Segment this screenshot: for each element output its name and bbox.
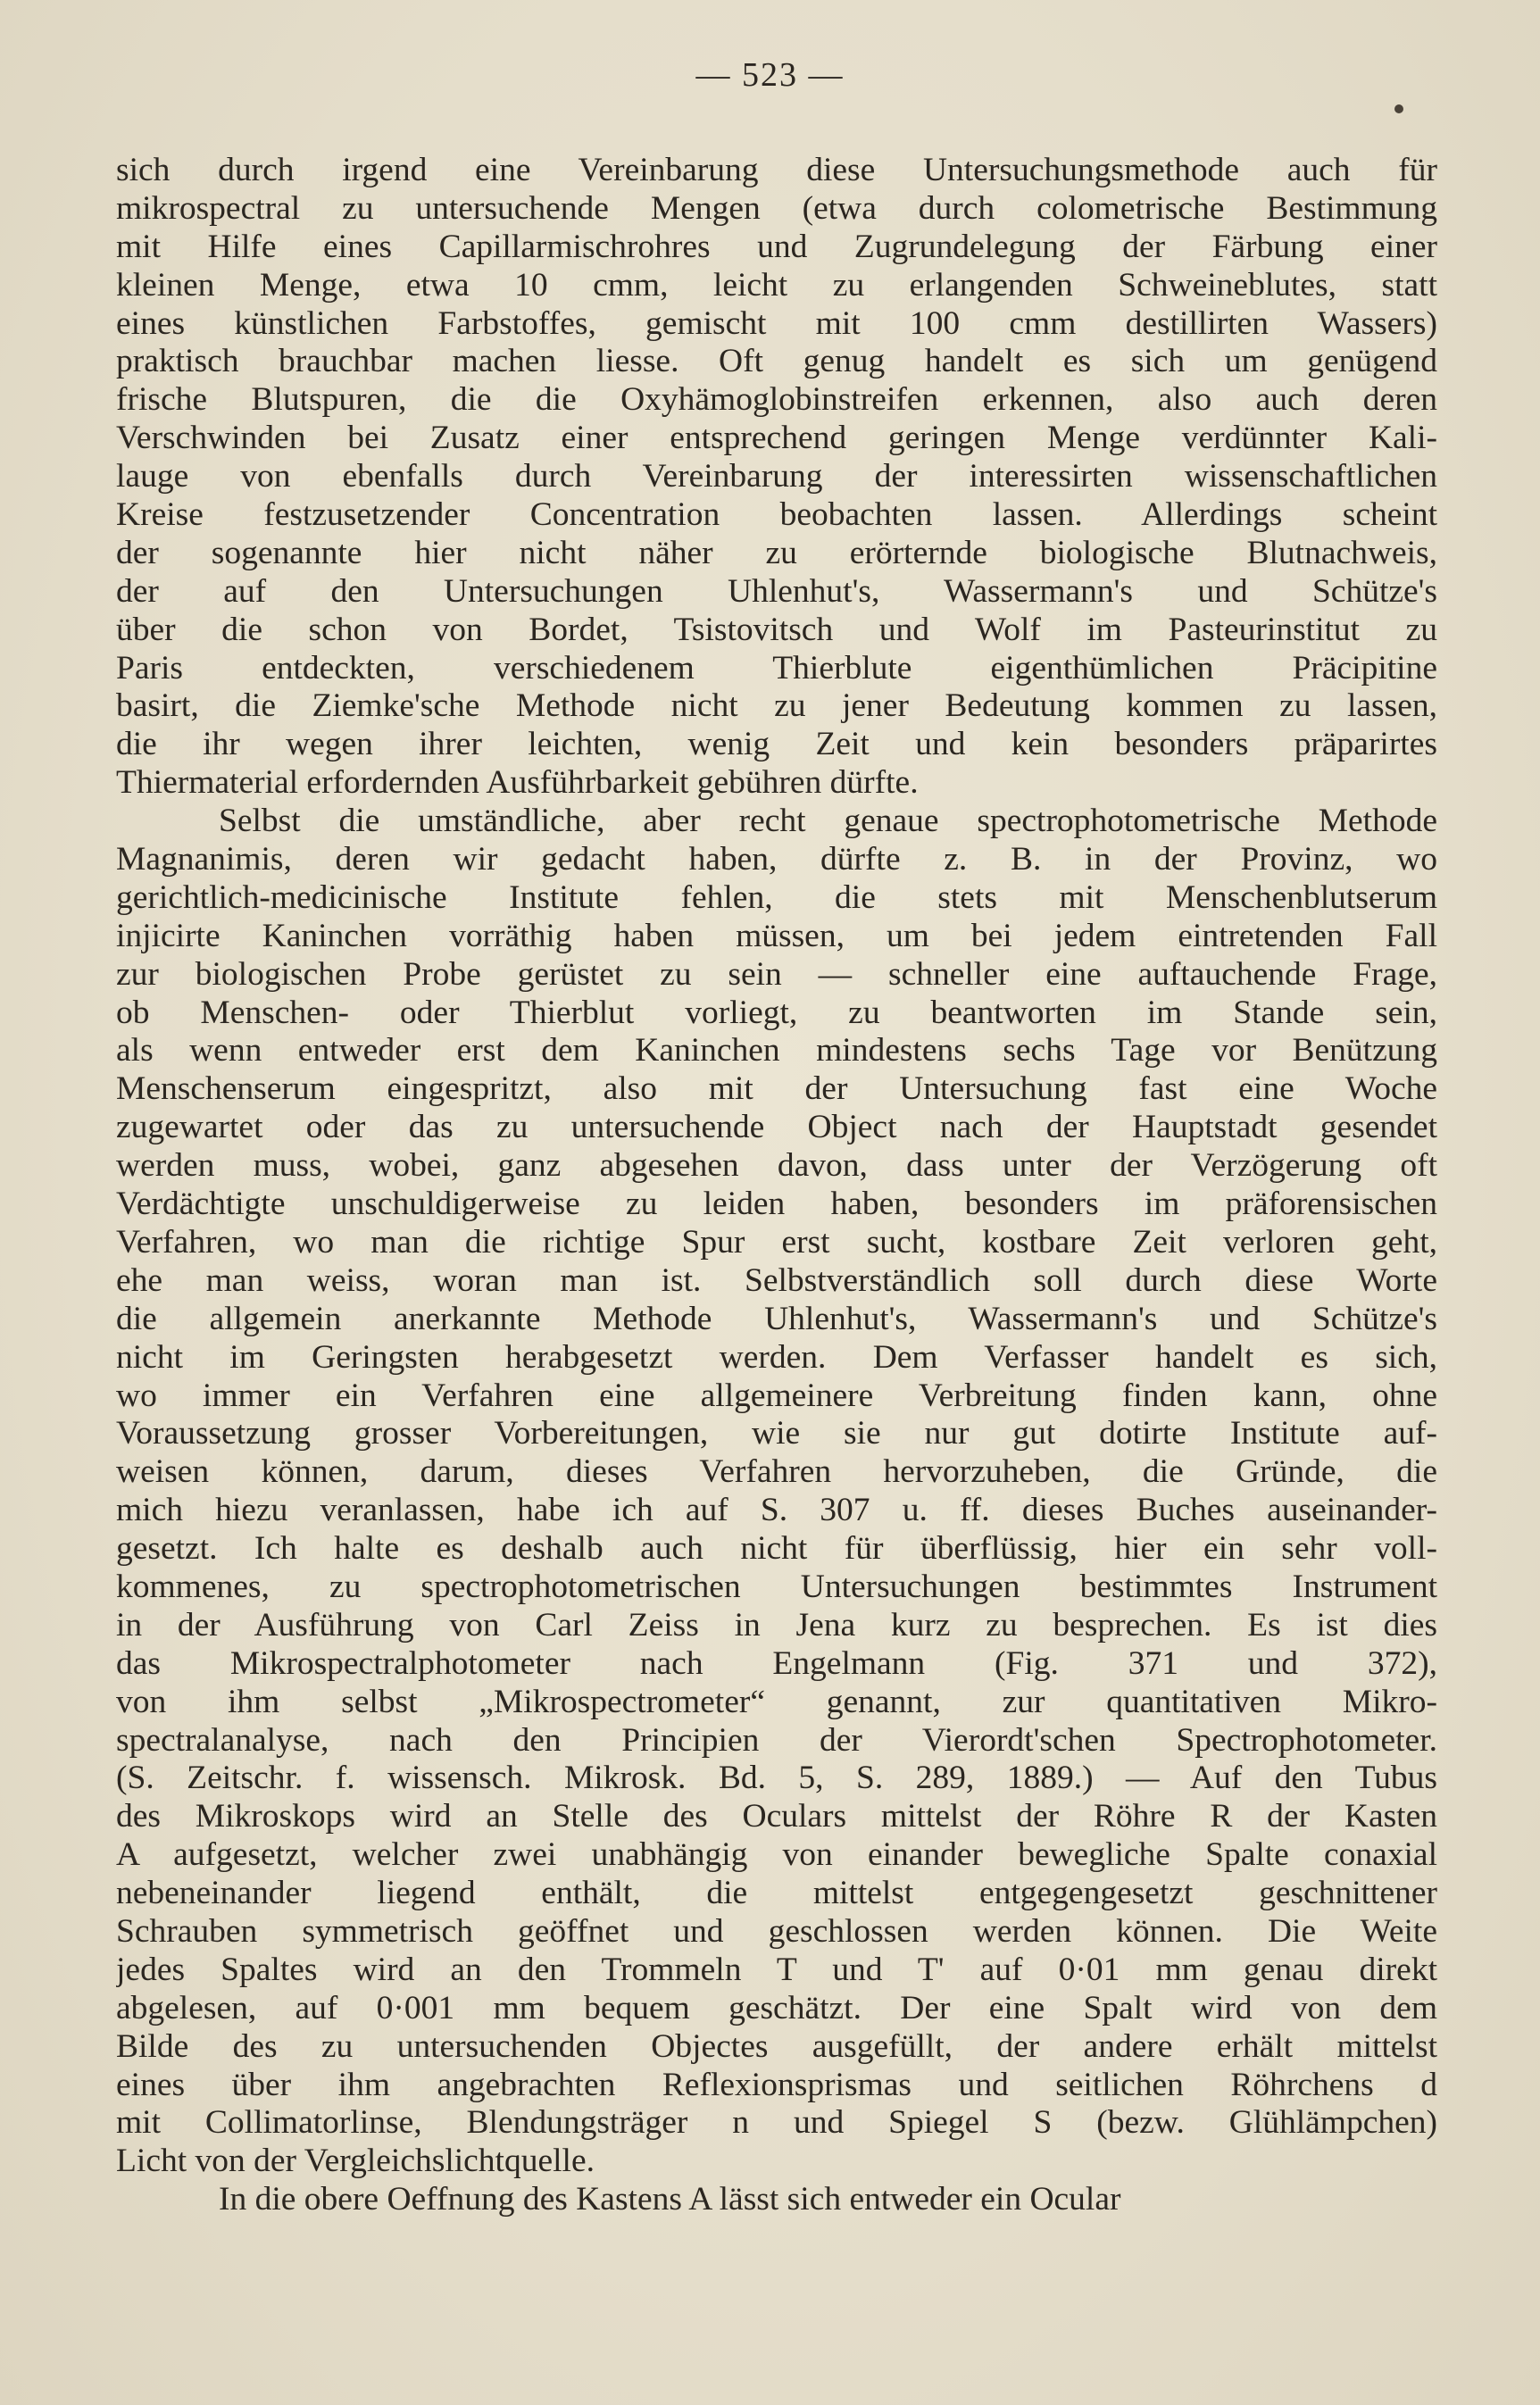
text-line: die allgemein anerkannte Methode Uhlenhut's, Wassermann's und Schütze's — [116, 1300, 1437, 1337]
text-line: Voraussetzung grosser Vorbereitungen, wie sie nur gut dotirte Institute auf- — [116, 1415, 1437, 1452]
text-line: Verdächtigte unschuldigerweise zu leiden haben, besonders im präforensischen — [116, 1186, 1437, 1223]
text-line: der auf den Untersuchungen Uhlenhut's, Wassermann's und Schütze's — [116, 572, 1437, 610]
text-line: mit Hilfe eines Capillarmischrohres und Zugrundelegung der Färbung einer — [116, 228, 1437, 265]
text-line: eines über ihm angebrachten Reflexionsprismas und seitlichen Röhrchens d — [116, 2066, 1437, 2103]
text-line: Menschenserum eingespritzt, also mit der Untersuchung fast eine Woche — [116, 1070, 1437, 1108]
text-line: abgelesen, auf 0·001 mm bequem geschätzt. Der eine Spalt wird von dem — [116, 1989, 1437, 2026]
text-line: der sogenannte hier nicht näher zu erörternde biologische Blutnachweis, — [116, 534, 1437, 571]
text-line: über die schon von Bordet, Tsistovitsch und Wolf im Pasteurinstitut zu — [116, 611, 1437, 648]
text-line: das Mikrospectralphotometer nach Engelmann (Fig. 371 und 372), — [116, 1644, 1437, 1682]
text-line: Selbst die umständliche, aber recht genaue spectrophotometrische Methode — [219, 803, 1437, 840]
text-line: kleinen Menge, etwa 10 cmm, leicht zu erlangenden Schweineblutes, statt — [116, 266, 1437, 304]
text-line: ob Menschen- oder Thierblut vorliegt, zu beantworten im Stande sein, — [116, 994, 1437, 1031]
ink-speck — [1394, 104, 1403, 113]
text-line: nicht im Geringsten herabgesetzt werden. Dem Verfasser handelt es sich, — [116, 1338, 1437, 1376]
text-line: spectralanalyse, nach den Principien der Vierordt'schen Spectrophotometer. — [116, 1721, 1437, 1759]
text-line: ehe man weiss, woran man ist. Selbstverständlich soll durch diese Worte — [116, 1261, 1437, 1299]
text-line: Paris entdeckten, verschiedenem Thierblute eigenthümlichen Präcipitine — [116, 649, 1437, 687]
text-line: als wenn entweder erst dem Kaninchen mindestens sechs Tage vor Benützung — [116, 1032, 1437, 1069]
text-line: des Mikroskops wird an Stelle des Oculars mittelst der Röhre R der Kasten — [116, 1798, 1437, 1835]
text-line: Licht von der Vergleichslichtquelle. — [116, 2143, 595, 2180]
text-line: Verfahren, wo man die richtige Spur erst sucht, kostbare Zeit verloren geht, — [116, 1223, 1437, 1261]
text-line: weisen können, darum, dieses Verfahren hervorzuheben, die Gründe, die — [116, 1453, 1437, 1491]
text-line: zugewartet oder das zu untersuchende Object nach der Hauptstadt gesendet — [116, 1109, 1437, 1146]
text-line: (S. Zeitschr. f. wissensch. Mikrosk. Bd. 5, S. 289, 1889.) — Auf den Tubus — [116, 1760, 1437, 1797]
text-line: A aufgesetzt, welcher zwei unabhängig von einander bewegliche Spalte conaxial — [116, 1836, 1437, 1874]
text-line: basirt, die Ziemke'sche Methode nicht zu jener Bedeutung kommen zu lassen, — [116, 687, 1437, 725]
text-line: in der Ausführung von Carl Zeiss in Jena kurz zu besprechen. Es ist dies — [116, 1606, 1437, 1644]
text-line: werden muss, wobei, ganz abgesehen davon, dass unter der Verzögerung oft — [116, 1147, 1437, 1185]
text-line: nebeneinander liegend enthält, die mittelst entgegengesetzt geschnittener — [116, 1875, 1437, 1912]
text-line: frische Blutspuren, die die Oxyhämoglobinstreifen erkennen, also auch deren — [116, 381, 1437, 419]
text-line: sich durch irgend eine Vereinbarung diese Untersuchungsmethode auch für — [116, 152, 1437, 188]
text-line: von ihm selbst „Mikrospectrometer“ genannt, zur quantitativen Mikro- — [116, 1683, 1437, 1720]
text-line: Kreise festzusetzender Concentration beobachten lassen. Allerdings scheint — [116, 496, 1437, 534]
text-line: eines künstlichen Farbstoffes, gemischt mit 100 cmm destillirten Wassers) — [116, 304, 1437, 342]
text-line: Bilde des zu untersuchenden Objectes ausgefüllt, der andere erhält mittelst — [116, 2027, 1437, 2065]
text-line: praktisch brauchbar machen liesse. Oft genug handelt es sich um genügend — [116, 343, 1437, 380]
text-line: mit Collimatorlinse, Blendungsträger n und Spiegel S (bezw. Glühlämpchen) — [116, 2104, 1437, 2142]
page-number: — 523 — — [695, 56, 845, 94]
text-line: gerichtlich-medicinische Institute fehlen, die stets mit Menschenblutserum — [116, 878, 1437, 916]
text-line: gesetzt. Ich halte es deshalb auch nicht für überflüssig, hier ein sehr voll- — [116, 1530, 1437, 1568]
text-line: die ihr wegen ihrer leichten, wenig Zeit und kein besonders präparirtes — [116, 726, 1437, 763]
text-line: wo immer ein Verfahren eine allgemeinere Verbreitung finden kann, ohne — [116, 1377, 1437, 1414]
text-line: Thiermaterial erfordernden Ausführbarkeit gebühren dürfte. — [116, 764, 919, 802]
text-line: Schrauben symmetrisch geöffnet und geschlossen werden können. Die Weite — [116, 1912, 1437, 1950]
text-line: mikrospectral zu untersuchende Mengen (etwa durch colometrische Bestimmung — [116, 189, 1437, 227]
text-line: zur biologischen Probe gerüstet zu sein — schneller eine auftauchende Frage, — [116, 955, 1437, 993]
text-line: In die obere Oeffnung des Kastens A lässt sich entweder ein Ocular — [219, 2181, 1121, 2218]
text-line: jedes Spaltes wird an den Trommeln T und T' auf 0·01 mm genau direkt — [116, 1951, 1437, 1988]
text-line: injicirte Kaninchen vorräthig haben müssen, um bei jedem eintretenden Fall — [116, 917, 1437, 954]
text-line: mich hiezu veranlassen, habe ich auf S. 307 u. ff. dieses Buches auseinander- — [116, 1492, 1437, 1529]
text-line: kommenes, zu spectrophotometrischen Untersuchungen bestimmtes Instrument — [116, 1568, 1437, 1605]
text-line: Verschwinden bei Zusatz einer entsprechend geringen Menge verdünnter Kali- — [116, 420, 1437, 457]
body-text — [116, 152, 1437, 2219]
text-line: Magnanimis, deren wir gedacht haben, dürfte z. B. in der Provinz, wo — [116, 841, 1437, 878]
text-line: lauge von ebenfalls durch Vereinbarung der interessirten wissenschaftlichen — [116, 458, 1437, 495]
